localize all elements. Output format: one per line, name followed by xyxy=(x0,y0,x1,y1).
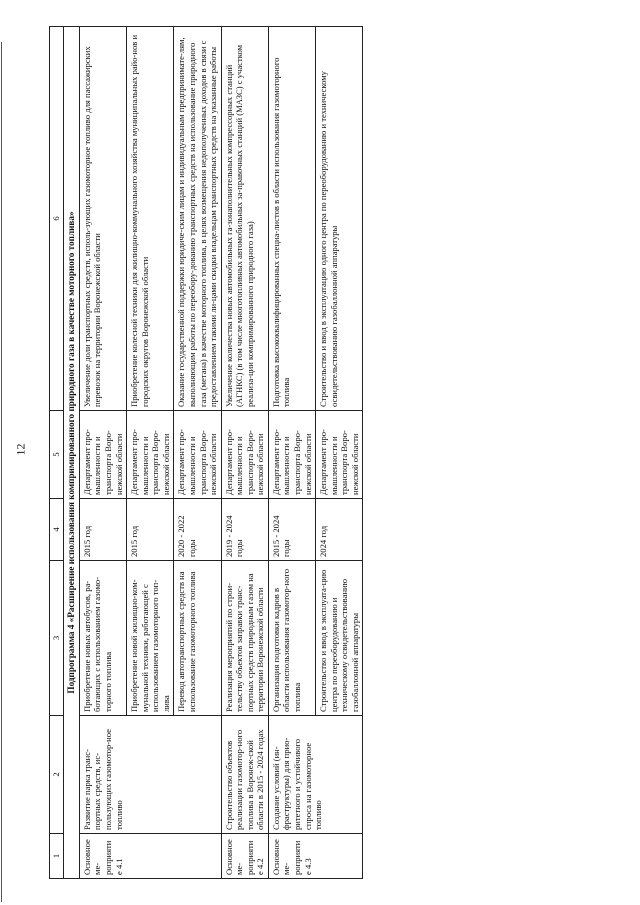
result-cell: Увеличение доли транспортных средств, исполь-зующих газомоторное топливо для пассажирских перевозок на территории Воронежской области xyxy=(79,27,126,411)
executor-cell: Департамент про-мышленности и транспорта Воро-нежской области xyxy=(221,411,268,499)
measure-code: Основное ме-роприятие 4.1 xyxy=(79,834,221,879)
executor-cell: Департамент про-мышленности и транспорта Воро-нежской области xyxy=(268,411,315,499)
col-header: 4 xyxy=(50,499,64,561)
result-cell: Оказание государственной поддержки юридиче-ским лицам и индивидуальным предпринимате-лям, выполняющим работы по переобору-дованию транспортных средств на использование природного газа (метана) в качестве моторного топлива, в целях возмещения недополученных доходов в связи с предоставлением такими ли-цами скидки владельцам транспортных средств на указанные работы xyxy=(174,27,221,411)
executor-cell: Департамент про-мышленности и транспорта Воро-нежской области xyxy=(174,411,221,499)
table-row xyxy=(268,27,315,879)
action-cell: Организация подготовки кадров в области использования газомотор-ного топлива xyxy=(268,561,315,716)
action-cell: Реализация мероприятий по строи-тельству объектов заправки транс-портных средств природным газом на территории Воронежской области xyxy=(221,561,268,716)
measure-name: Развитие парка транс-портных средств, ис-пользующих газомотор-ное топливо xyxy=(79,716,221,834)
col-header: 6 xyxy=(50,27,64,411)
subprogram-title: Подпрограмма 4 «Расширение использования компримированного природного газа в качестве моторного топлива» xyxy=(63,27,79,879)
result-cell: Увеличение количества новых автомобильных га-зонаполнительных компрессорных станций (АГНКС) (в том числе многотопливных автомобильных за-правочных станций (МАЗС) с участком реализа-ции компримированного природного газа) xyxy=(221,27,268,411)
col-header: 5 xyxy=(50,411,64,499)
period-cell: 2015 - 2024 годы xyxy=(268,499,315,561)
action-cell: Перевод автотранспортных средств на использование газомоторного топлива xyxy=(174,561,221,716)
column-number-row xyxy=(50,27,64,879)
measure-name: Создание условий (ин-фраструктуры) для прио-ритетного и устойчивого спроса на газомоторное топливо xyxy=(268,716,363,834)
executor-cell: Департамент про-мышленности и транспорта Воро-нежской области xyxy=(127,411,174,499)
table-row xyxy=(221,27,268,879)
period-cell: 2015 год xyxy=(127,499,174,561)
measure-name: Строительство объектов реализации газомотор-ного топлива в Воронеж-ской области в 2015 - 2024 годах xyxy=(221,716,268,834)
program-table xyxy=(49,26,363,879)
page-number: 12 xyxy=(13,443,28,456)
subprogram-row xyxy=(63,27,79,879)
measure-code: Основное ме-роприятие 4.2 xyxy=(221,834,268,879)
action-cell: Приобретение новой жилищно-ком-мунальной техники, работающей с использованием газомоторного топ-лива xyxy=(127,561,174,716)
result-cell: Приобретение колесной техники для жилищно-коммунального хозяйства муниципальных райо-нов и городских округов Воронежской области xyxy=(127,27,174,411)
period-cell: 2024 год xyxy=(316,499,363,561)
executor-cell: Департамент про-мышленности и транспорта Воро-нежской области xyxy=(316,411,363,499)
period-cell: 2015 год xyxy=(79,499,126,561)
table-row xyxy=(79,27,126,879)
period-cell: 2020 - 2022 годы xyxy=(174,499,221,561)
scan-edge-line xyxy=(1,42,2,902)
col-header: 3 xyxy=(50,561,64,716)
result-cell: Строительство и ввод в эксплуатацию одного центра по переоборудованию и техническому освидетельствованию газобаллонной аппаратуры xyxy=(316,27,363,411)
action-cell: Строительство и ввод в эксплуата-цию центра по переоборудованию и техническому освидетельствованию газобаллонной аппаратуры xyxy=(316,561,363,716)
rotated-table-container xyxy=(49,27,575,879)
action-cell: Приобретение новых автобусов, ра-ботающих с использованием газомо-торного топлива xyxy=(79,561,126,716)
executor-cell: Департамент про-мышленности и транспорта Воро-нежской области xyxy=(79,411,126,499)
col-header: 2 xyxy=(50,716,64,834)
period-cell: 2019 - 2024 годы xyxy=(221,499,268,561)
result-cell: Подготовка высококвалифицированных специа-листов в области использования газомоторного топлива xyxy=(268,27,315,411)
col-header: 1 xyxy=(50,834,64,879)
measure-code: Основное ме-роприятие 4.3 xyxy=(268,834,363,879)
